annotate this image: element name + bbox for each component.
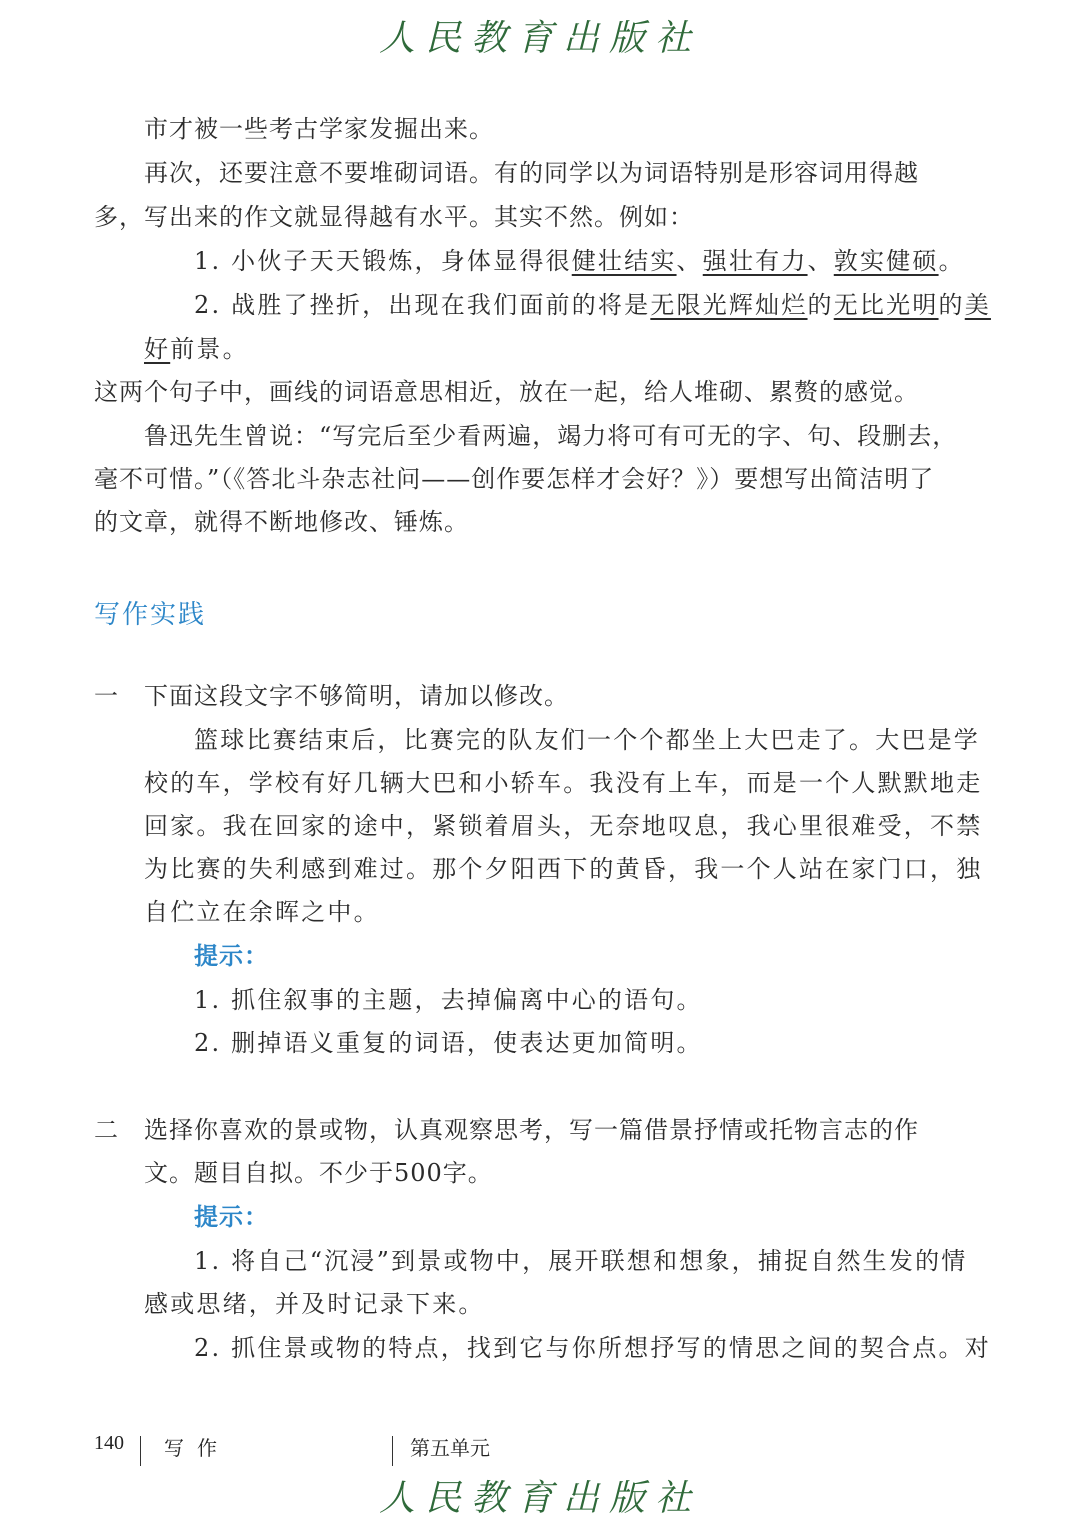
hint-item: 2. 抓住景或物的特点，找到它与你所想抒写的情思之间的契合点。对	[194, 1334, 991, 1362]
underlined-word: 美	[964, 291, 991, 319]
example-text: 的	[938, 291, 965, 319]
underlined-word: 敦实健硕	[833, 247, 939, 275]
underlined-word: 强壮有力	[702, 247, 808, 275]
example-text: 的	[807, 291, 834, 319]
task-number: 二	[94, 1116, 119, 1144]
footer-unit: 第五单元	[410, 1438, 490, 1460]
hint-item: 1. 将自己“沉浸”到景或物中，展开联想和想象，捕捉自然生发的情	[194, 1247, 968, 1275]
paragraph-line: 鲁迅先生曾说：“写完后至少看两遍，竭力将可有可无的字、句、段删去，	[144, 422, 958, 450]
task-prompt: 下面这段文字不够简明，请加以修改。	[144, 682, 569, 710]
publisher-logo-top: 人民教育出版社	[378, 18, 701, 59]
paragraph-line: 市才被一些考古学家发掘出来。	[144, 115, 494, 143]
example-sentence-2	[194, 290, 991, 320]
task-prompt: 选择你喜欢的景或物，认真观察思考，写一篇借景抒情或托物言志的作	[144, 1116, 919, 1144]
paragraph-line: 多，写出来的作文就显得越有水平。其实不然。例如：	[94, 203, 694, 231]
underlined-word: 无比光明	[833, 291, 939, 319]
passage-line: 篮球比赛结束后，比赛完的队友们一个个都坐上大巴走了。大巴是学	[194, 726, 980, 754]
footer-divider	[392, 1436, 393, 1466]
underlined-word: 健壮结实	[571, 247, 677, 275]
footer-divider	[140, 1436, 141, 1466]
task-number: 一	[94, 682, 119, 710]
passage-line: 校的车，学校有好几辆大巴和小轿车。我没有上车，而是一个人默默地走	[144, 769, 983, 797]
hint-label: 提示：	[194, 1202, 269, 1231]
hint-label: 提示：	[194, 941, 269, 970]
publisher-logo-bottom: 人民教育出版社	[378, 1478, 701, 1519]
passage-line: 回家。我在回家的途中，紧锁着眉头，无奈地叹息，我心里很难受，不禁	[144, 812, 983, 840]
underlined-word: 无限光辉灿烂	[650, 291, 808, 319]
paragraph-line: 这两个句子中，画线的词语意思相近，放在一起，给人堆砌、累赘的感觉。	[94, 378, 919, 406]
paragraph-line: 的文章，就得不断地修改、锤炼。	[94, 508, 469, 536]
paragraph-line: 再次，还要注意不要堆砌词语。有的同学以为词语特别是形容词用得越	[144, 159, 919, 187]
example-text: 2. 战胜了挫折，出现在我们面前的将是	[194, 291, 651, 319]
passage-line: 为比赛的失利感到难过。那个夕阳西下的黄昏，我一个人站在家门口，独	[144, 855, 983, 883]
section-title: 写作实践	[94, 600, 207, 630]
passage-line: 自伫立在余晖之中。	[144, 898, 380, 926]
paragraph-line: 毫不可惜。”（《答北斗杂志社问——创作要怎样才会好？》）要想写出简洁明了	[94, 465, 935, 493]
hint-item: 感或思绪，并及时记录下来。	[144, 1290, 485, 1318]
footer-section: 写 作	[164, 1438, 221, 1460]
example-text: 、	[676, 247, 703, 275]
hint-item: 1. 抓住叙事的主题，去掉偏离中心的语句。	[194, 986, 703, 1014]
example-text: 前景。	[170, 335, 249, 363]
example-text: 、	[807, 247, 834, 275]
task-prompt: 文。题目自拟。不少于500字。	[144, 1159, 493, 1187]
hint-item: 2. 删掉语义重复的词语，使表达更加简明。	[194, 1029, 703, 1057]
example-text: 1. 小伙子天天锻炼，身体显得很	[194, 247, 572, 275]
page-number: 140	[94, 1432, 124, 1454]
example-sentence-2-cont	[144, 334, 249, 364]
example-sentence-1	[194, 246, 965, 276]
example-text: 。	[938, 247, 965, 275]
underlined-word: 好	[144, 335, 171, 363]
